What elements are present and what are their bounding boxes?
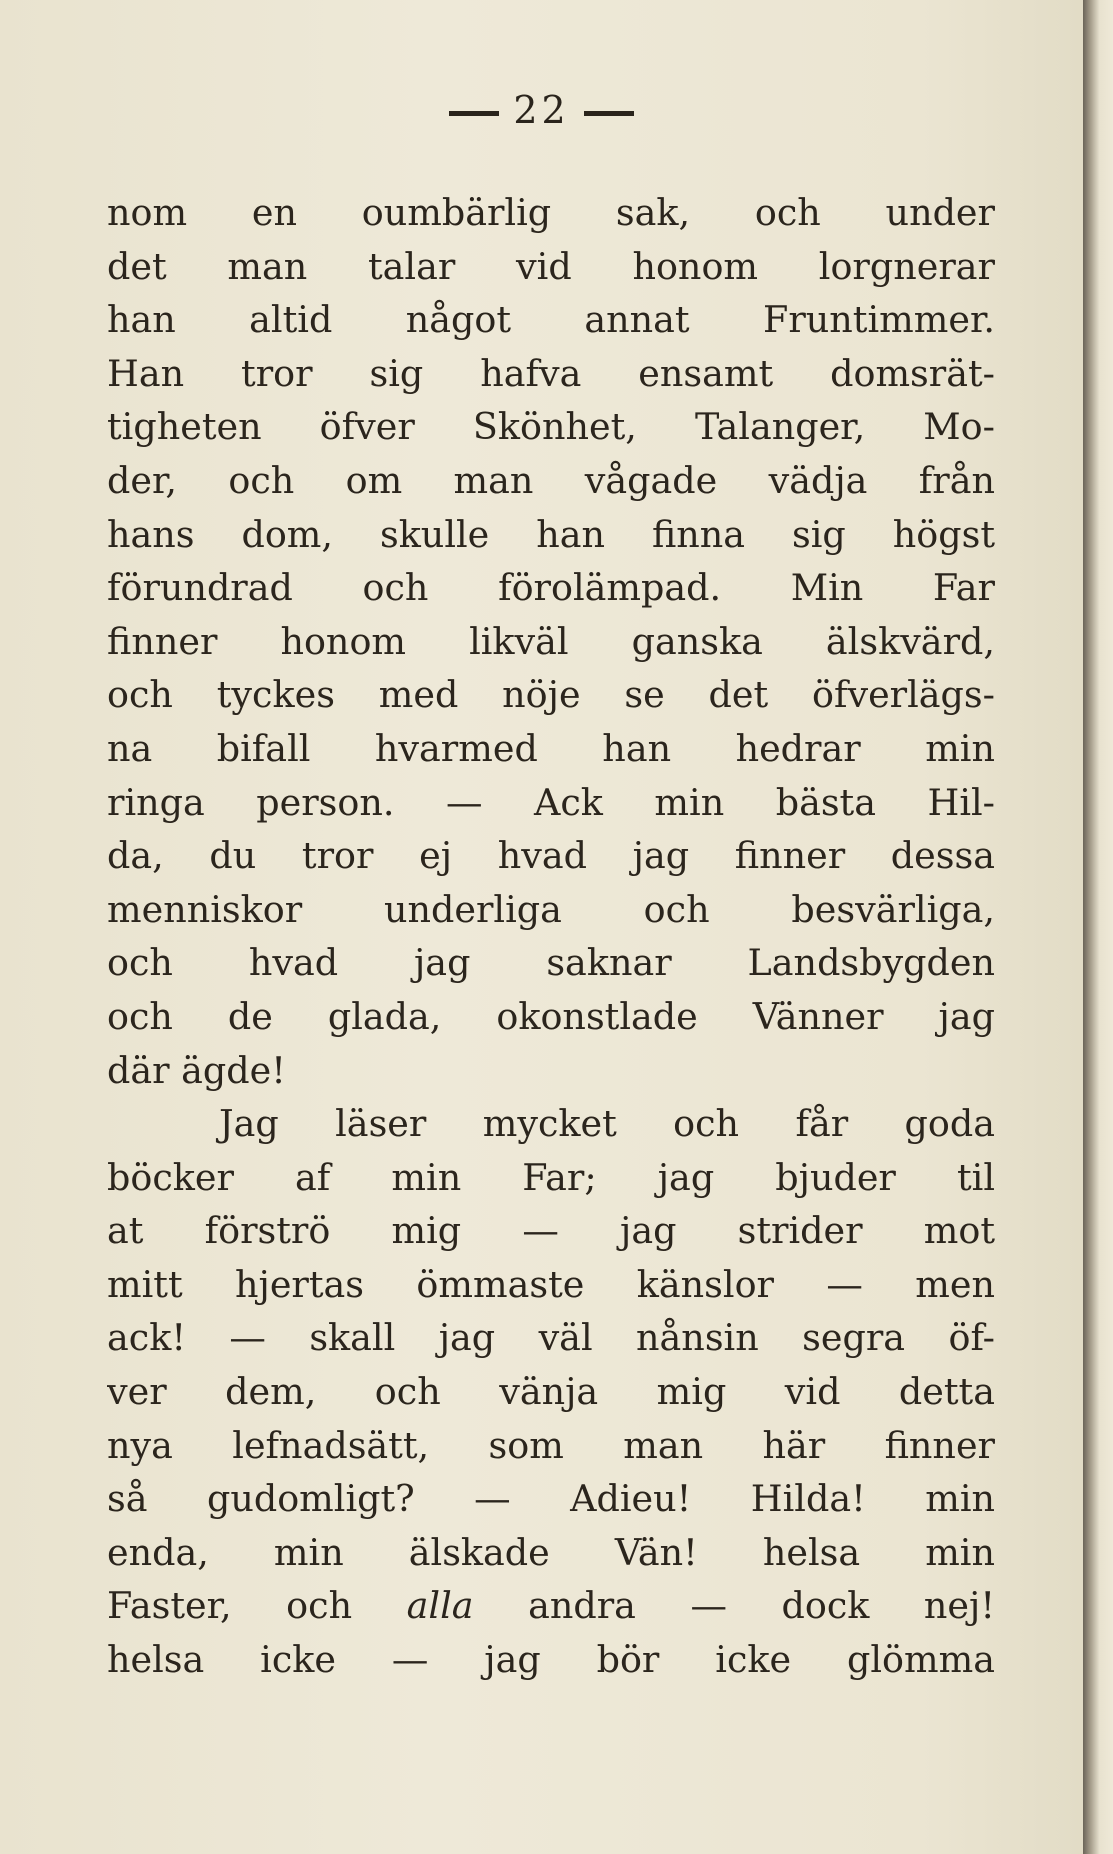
text-line: mitt hjertas ömmaste känslor — men	[107, 1262, 995, 1306]
text-line: nya lefnadsätt, som man här finner	[107, 1423, 995, 1467]
text-line: menniskor underliga och besvärliga,	[107, 887, 995, 931]
text-line: och de glada, okonstlade Vänner jag	[107, 994, 995, 1038]
paragraph-end-line: där ägde!	[107, 1048, 286, 1092]
text-line: enda, min älskade Vän! helsa min	[107, 1530, 995, 1574]
text-line: at förströ mig — jag strider mot	[107, 1209, 995, 1253]
text-line: finner honom likväl ganska älskvärd,	[107, 619, 995, 663]
text-line: och tyckes med nöje se det öfverlägs-	[107, 673, 995, 717]
text-line: och hvad jag saknar Landsbygden	[107, 941, 995, 985]
text-line: da, du tror ej hvad jag finner dessa	[107, 834, 995, 878]
page-number: 22	[513, 88, 570, 132]
paragraph-start-line: Jag läser mycket och får goda	[219, 1102, 995, 1146]
text-line: na bifall hvarmed han hedrar min	[107, 726, 995, 770]
text-line: Han tror sig hafva ensamt domsrät-	[107, 351, 995, 395]
text-line: ack! — skall jag väl nånsin segra öf-	[107, 1316, 995, 1360]
text-line: tigheten öfver Skönhet, Talanger, Mo-	[107, 405, 995, 449]
text-line: så gudomligt? — Adieu! Hilda! min	[107, 1477, 995, 1521]
text-line: böcker af min Far; jag bjuder til	[107, 1155, 995, 1199]
text-line: hans dom, skulle han finna sig högst	[107, 512, 995, 556]
text-line: ver dem, och vänja mig vid detta	[107, 1370, 995, 1414]
text-line: förundrad och förolämpad. Min Far	[107, 566, 995, 610]
left-dash	[449, 111, 499, 116]
book-gutter	[1083, 0, 1113, 1854]
text-line: nom en oumbärlig sak, och under	[107, 191, 995, 234]
body-text	[107, 186, 995, 1687]
text-line: ringa person. — Ack min bästa Hil-	[107, 780, 995, 824]
text-line: helsa icke — jag bör icke glömma	[107, 1638, 995, 1682]
right-dash	[584, 111, 634, 116]
italic-word: alla	[406, 1584, 474, 1628]
text-line: der, och om man vågade vädja från	[107, 458, 995, 502]
text-line: Faster, och alla andra — dock nej!	[107, 1584, 995, 1628]
text-line: han altid något annat Fruntimmer.	[107, 298, 995, 342]
page-number-header	[0, 88, 1083, 132]
text-line: det man talar vid honom lorgnerar	[107, 244, 995, 288]
